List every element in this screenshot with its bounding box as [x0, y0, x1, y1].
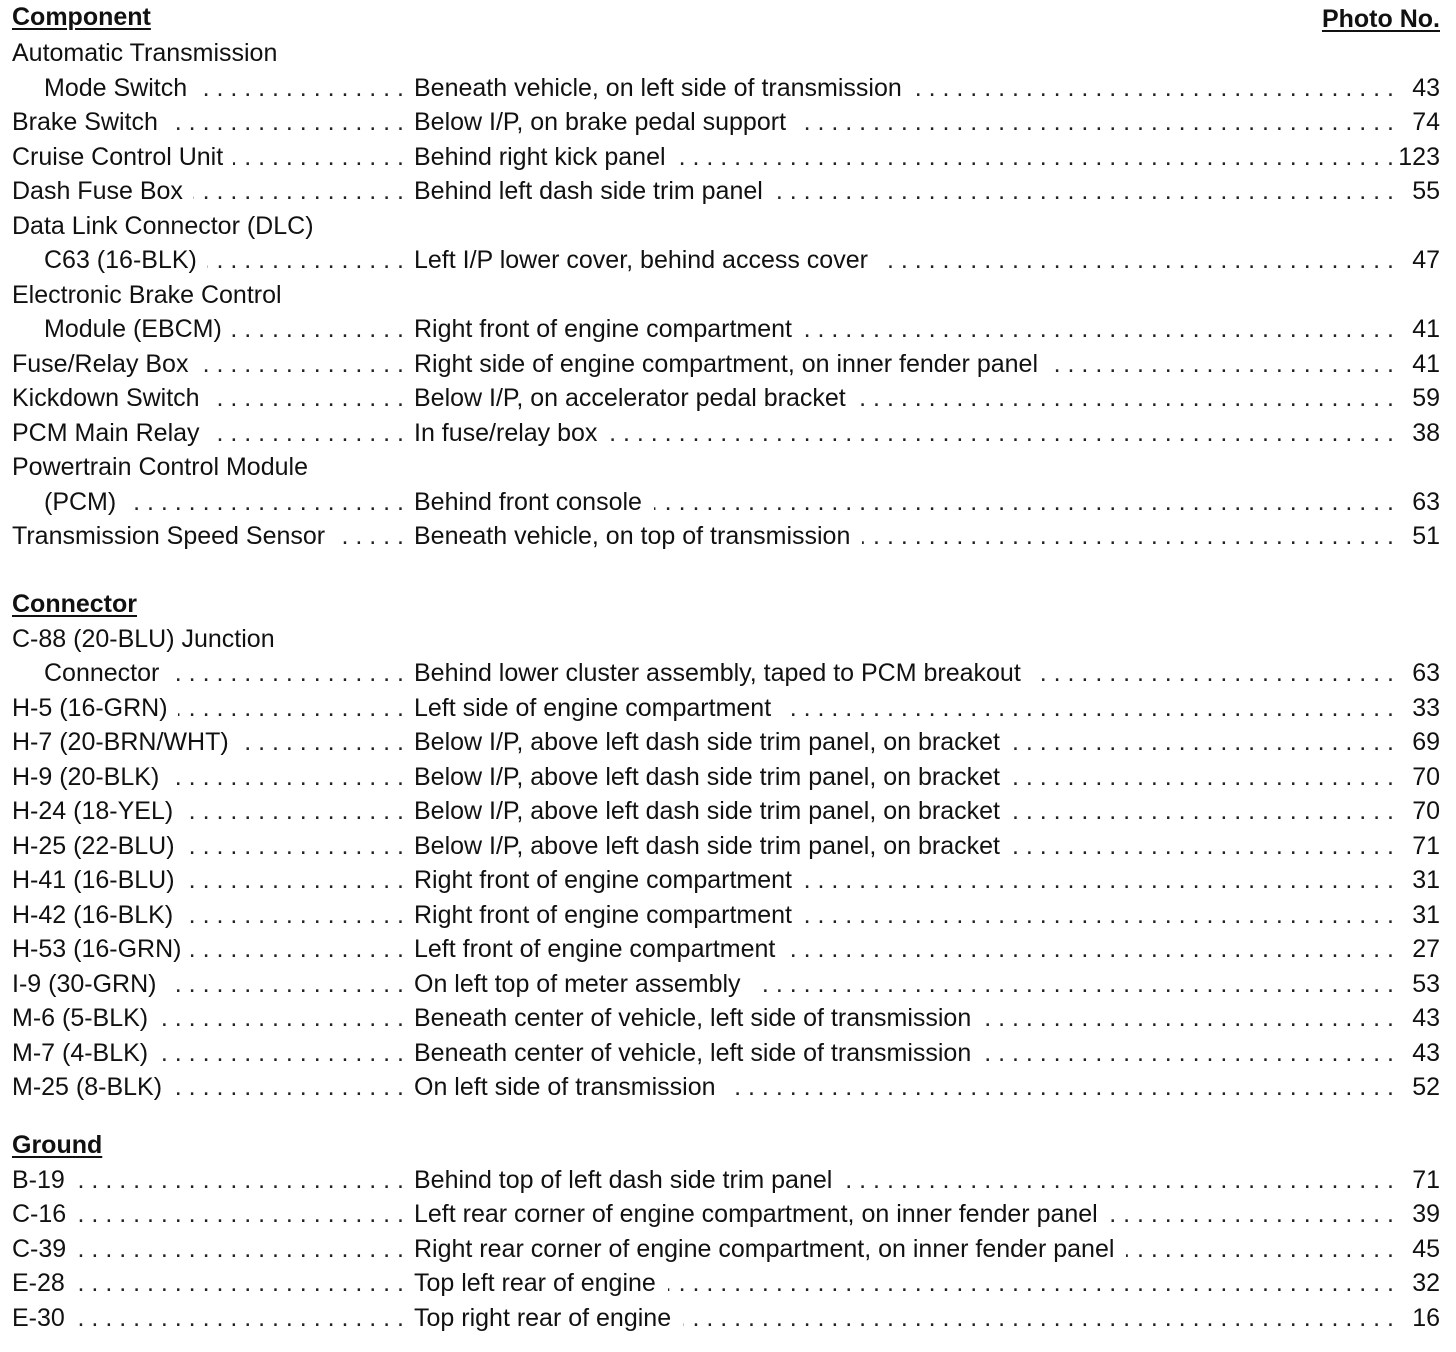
- item-location: Left side of engine compartment: [414, 694, 783, 722]
- item-location: On left side of transmission: [414, 1073, 728, 1101]
- item-name: H-42 (16-BLK): [12, 901, 183, 929]
- list-item: [12, 1232, 1440, 1267]
- list-item: [12, 71, 1440, 106]
- list-item: [12, 691, 1440, 726]
- item-location: Below I/P, above left dash side trim panel, on bracket: [414, 763, 1012, 791]
- list-item: [12, 140, 1440, 175]
- item-photo-number: 63: [1406, 656, 1440, 691]
- list-item: [12, 1163, 1440, 1198]
- item-location: Right front of engine compartment: [414, 901, 804, 929]
- item-photo-number: 43: [1406, 71, 1440, 106]
- item-photo-number: 31: [1406, 863, 1440, 898]
- list-item: [12, 794, 1440, 829]
- item-location: Behind right kick panel: [414, 143, 678, 171]
- item-location: Right rear corner of engine compartment, on inner fender panel: [414, 1235, 1126, 1263]
- item-photo-number: 69: [1406, 725, 1440, 760]
- item-location: Below I/P, above left dash side trim panel, on bracket: [414, 832, 1012, 860]
- list-item: [12, 863, 1440, 898]
- ground-heading: Ground: [12, 1130, 103, 1159]
- list-item-continuation: [12, 622, 1440, 657]
- list-item-continuation: [12, 450, 1440, 485]
- item-location: Behind left dash side trim panel: [414, 177, 775, 205]
- list-item: [12, 312, 1440, 347]
- list-item: [12, 1301, 1440, 1336]
- item-location: Top left rear of engine: [414, 1269, 668, 1297]
- item-photo-number: 71: [1406, 829, 1440, 864]
- list-item: [12, 416, 1440, 451]
- item-name: E-28: [12, 1269, 75, 1297]
- item-name: Fuse/Relay Box: [12, 350, 198, 378]
- item-name: H-53 (16-GRN): [12, 935, 191, 963]
- list-item-continuation: [12, 36, 1440, 71]
- list-item: [12, 1197, 1440, 1232]
- item-name: H-5 (16-GRN): [12, 694, 178, 722]
- component-section: [12, 2, 1440, 554]
- list-item: [12, 485, 1440, 520]
- item-photo-number: 55: [1406, 174, 1440, 209]
- item-photo-number: 123: [1392, 140, 1440, 175]
- item-location: Beneath center of vehicle, left side of transmission: [414, 1004, 983, 1032]
- item-location: Left front of engine compartment: [414, 935, 787, 963]
- item-photo-number: 70: [1406, 760, 1440, 795]
- list-item: [12, 967, 1440, 1002]
- item-name: (PCM): [12, 488, 126, 516]
- item-photo-number: 33: [1406, 691, 1440, 726]
- item-photo-number: 53: [1406, 967, 1440, 1002]
- item-name: I-9 (30-GRN): [12, 970, 166, 998]
- item-photo-number: 16: [1406, 1301, 1440, 1336]
- item-name: Transmission Speed Sensor: [12, 522, 335, 550]
- item-location: Top right rear of engine: [414, 1304, 683, 1332]
- list-item: [12, 347, 1440, 382]
- list-item-continuation: [12, 278, 1440, 313]
- item-name: H-25 (22-BLU): [12, 832, 185, 860]
- item-photo-number: 38: [1406, 416, 1440, 451]
- item-name: Mode Switch: [12, 74, 197, 102]
- item-name: B-19: [12, 1166, 75, 1194]
- item-location: Left rear corner of engine compartment, on inner fender panel: [414, 1200, 1110, 1228]
- item-location: Below I/P, on accelerator pedal bracket: [414, 384, 858, 412]
- item-name: C63 (16-BLK): [12, 246, 207, 274]
- component-locator-page: [12, 2, 1440, 1335]
- item-name: H-9 (20-BLK): [12, 763, 169, 791]
- item-location: Beneath center of vehicle, left side of transmission: [414, 1039, 983, 1067]
- item-name: H-7 (20-BRN/WHT): [12, 728, 239, 756]
- item-name: Kickdown Switch: [12, 384, 210, 412]
- item-location: Below I/P, above left dash side trim panel, on bracket: [414, 728, 1012, 756]
- item-location: Below I/P, above left dash side trim panel, on bracket: [414, 797, 1012, 825]
- item-name: H-41 (16-BLU): [12, 866, 185, 894]
- item-photo-number: 43: [1406, 1001, 1440, 1036]
- item-photo-number: 27: [1406, 932, 1440, 967]
- item-photo-number: 32: [1406, 1266, 1440, 1301]
- item-location: Right front of engine compartment: [414, 315, 804, 343]
- list-item: [12, 725, 1440, 760]
- item-location: Right front of engine compartment: [414, 866, 804, 894]
- item-location: Beneath vehicle, on left side of transmission: [414, 74, 914, 102]
- list-item: [12, 656, 1440, 691]
- list-item: [12, 381, 1440, 416]
- item-name: Cruise Control Unit: [12, 143, 233, 171]
- item-name: C-16: [12, 1200, 76, 1228]
- item-name-line1: C-88 (20-BLU) Junction: [12, 625, 285, 653]
- list-item: [12, 174, 1440, 209]
- item-location: Behind front console: [414, 488, 654, 516]
- list-item: [12, 829, 1440, 864]
- item-photo-number: 43: [1406, 1036, 1440, 1071]
- item-photo-number: 47: [1406, 243, 1440, 278]
- item-photo-number: 71: [1406, 1163, 1440, 1198]
- item-location: Left I/P lower cover, behind access cover: [414, 246, 880, 274]
- item-photo-number: 52: [1406, 1070, 1440, 1105]
- item-name: M-25 (8-BLK): [12, 1073, 172, 1101]
- list-item: [12, 1070, 1440, 1105]
- component-heading: Component: [12, 3, 151, 31]
- list-item: [12, 898, 1440, 933]
- item-location: Below I/P, on brake pedal support: [414, 108, 798, 136]
- list-item: [12, 1001, 1440, 1036]
- list-item: [12, 932, 1440, 967]
- list-item: [12, 760, 1440, 795]
- item-photo-number: 70: [1406, 794, 1440, 829]
- item-photo-number: 74: [1406, 105, 1440, 140]
- item-name: PCM Main Relay: [12, 419, 210, 447]
- item-photo-number: 59: [1406, 381, 1440, 416]
- item-name: Module (EBCM): [12, 315, 232, 343]
- item-photo-number: 41: [1406, 347, 1440, 382]
- list-item: [12, 1266, 1440, 1301]
- item-photo-number: 39: [1406, 1197, 1440, 1232]
- item-name: Brake Switch: [12, 108, 168, 136]
- photo-no-heading: Photo No.: [1321, 5, 1440, 33]
- item-name: Connector: [12, 659, 169, 687]
- item-name-line1: Automatic Transmission: [12, 39, 287, 67]
- list-item: [12, 519, 1440, 554]
- item-photo-number: 41: [1406, 312, 1440, 347]
- item-name: M-6 (5-BLK): [12, 1004, 158, 1032]
- ground-section: [12, 1127, 1440, 1336]
- list-item: [12, 105, 1440, 140]
- item-name-line1: Data Link Connector (DLC): [12, 212, 324, 240]
- connector-section: [12, 586, 1440, 1105]
- item-photo-number: 51: [1406, 519, 1440, 554]
- item-name: H-24 (18-YEL): [12, 797, 183, 825]
- item-name-line1: Powertrain Control Module: [12, 453, 318, 481]
- item-location: Behind top of left dash side trim panel: [414, 1166, 844, 1194]
- item-name: C-39: [12, 1235, 76, 1263]
- item-photo-number: 63: [1406, 485, 1440, 520]
- item-name: M-7 (4-BLK): [12, 1039, 158, 1067]
- item-location: In fuse/relay box: [414, 419, 609, 447]
- list-item-continuation: [12, 209, 1440, 244]
- header-row: [12, 2, 1440, 36]
- item-photo-number: 45: [1406, 1232, 1440, 1267]
- list-item: [12, 243, 1440, 278]
- item-location: Beneath vehicle, on top of transmission: [414, 522, 862, 550]
- item-location: Right side of engine compartment, on inner fender panel: [414, 350, 1050, 378]
- item-photo-number: 31: [1406, 898, 1440, 933]
- item-name-line1: Electronic Brake Control: [12, 281, 292, 309]
- connector-heading: Connector: [12, 589, 137, 618]
- item-location: Behind lower cluster assembly, taped to PCM breakout: [414, 659, 1033, 687]
- item-location: On left top of meter assembly: [414, 970, 753, 998]
- list-item: [12, 1036, 1440, 1071]
- item-name: Dash Fuse Box: [12, 177, 193, 205]
- item-name: E-30: [12, 1304, 75, 1332]
